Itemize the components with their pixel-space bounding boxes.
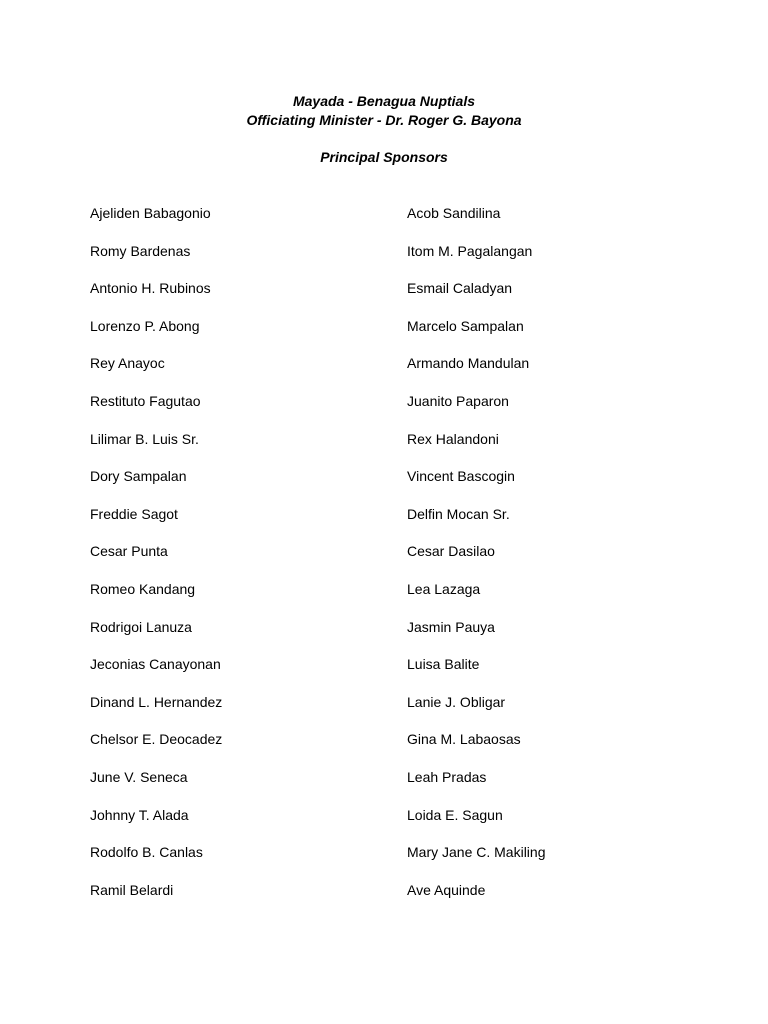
sponsor-name: Rodrigoi Lanuza [90, 618, 192, 635]
sponsor-name: Rey Anayoc [90, 355, 165, 372]
sponsor-name: Ave Aquinde [407, 881, 486, 898]
sponsor-list-right [407, 203, 707, 917]
section-heading: Principal Sponsors [320, 149, 448, 165]
document-header [0, 92, 768, 167]
officiating-minister: Officiating Minister - Dr. Roger G. Bayona [246, 112, 522, 128]
sponsor-name: Acob Sandilina [407, 205, 501, 221]
sponsor-name: Ajeliden Babagonio [90, 205, 211, 221]
sponsor-name: Loida E. Sagun [407, 806, 503, 823]
sponsor-name: June V. Seneca [90, 768, 188, 785]
sponsor-name: Esmail Caladyan [407, 280, 513, 297]
sponsor-name: Freddie Sagot [90, 505, 178, 522]
sponsor-name: Ramil Belardi [90, 881, 174, 898]
sponsor-list-left [90, 203, 390, 917]
sponsor-name: Marcelo Sampalan [407, 317, 524, 334]
sponsor-name: Lea Lazaga [407, 580, 481, 597]
sponsor-name: Luisa Balite [407, 656, 480, 673]
sponsor-name: Restituto Fagutao [90, 392, 201, 409]
sponsor-name: Armando Mandulan [407, 355, 530, 372]
sponsor-name: Jeconias Canayonan [90, 656, 221, 673]
sponsor-name: Itom M. Pagalangan [407, 242, 533, 259]
sponsor-name: Antonio H. Rubinos [90, 280, 211, 297]
sponsor-name: Dinand L. Hernandez [90, 693, 223, 710]
sponsor-name: Lanie J. Obligar [407, 693, 506, 710]
sponsor-name: Chelsor E. Deocadez [90, 731, 223, 748]
sponsor-name: Vincent Bascogin [407, 468, 515, 485]
sponsor-name: Juanito Paparon [407, 392, 509, 409]
sponsor-name: Romeo Kandang [90, 580, 196, 597]
sponsor-name: Romy Bardenas [90, 242, 191, 259]
sponsor-name: Rodolfo B. Canlas [90, 844, 203, 861]
sponsor-name: Mary Jane C. Makiling [407, 844, 546, 861]
sponsor-name: Delfin Mocan Sr. [407, 505, 510, 522]
sponsor-name: Rex Halandoni [407, 430, 499, 447]
sponsor-name: Johnny T. Alada [90, 806, 189, 823]
sponsor-name: Jasmin Pauya [407, 618, 495, 635]
sponsor-name: Leah Pradas [407, 768, 487, 785]
sponsor-name: Lorenzo P. Abong [90, 317, 200, 334]
sponsor-name: Cesar Dasilao [407, 543, 495, 560]
sponsor-name: Dory Sampalan [90, 468, 187, 485]
sponsor-name: Gina M. Labaosas [407, 731, 521, 748]
document-title: Mayada - Benagua Nuptials [292, 93, 476, 109]
sponsor-name: Cesar Punta [90, 543, 168, 560]
sponsor-name: Lilimar B. Luis Sr. [90, 430, 199, 447]
